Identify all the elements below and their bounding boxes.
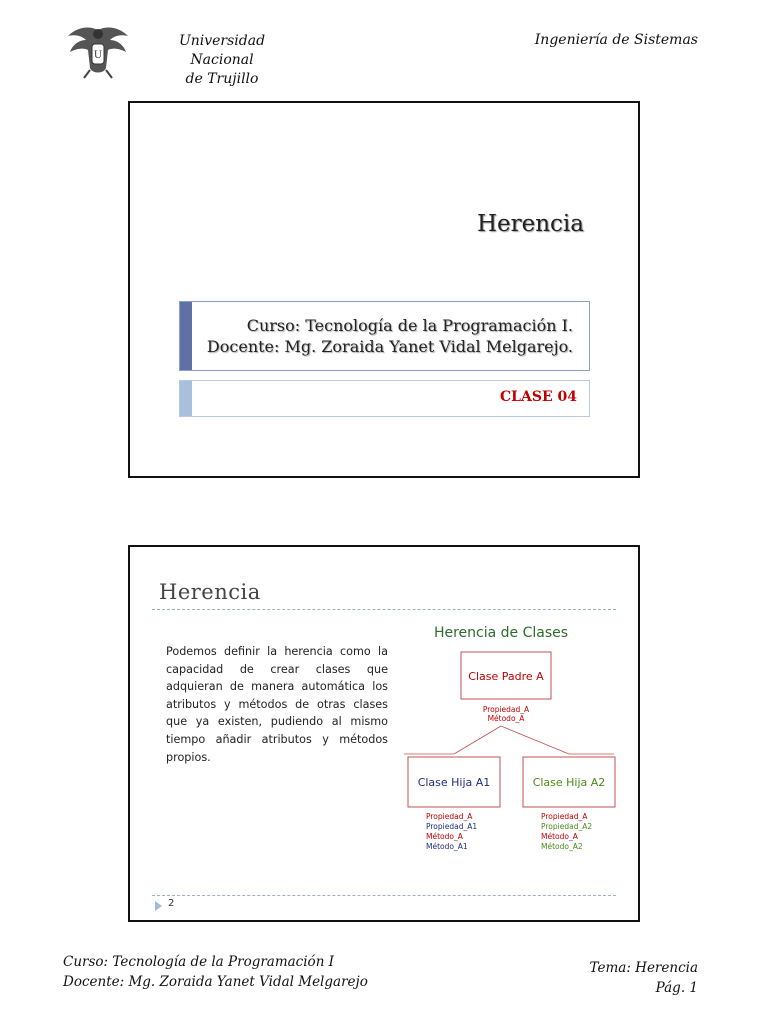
university-line1: Universidad Nacional <box>178 33 266 68</box>
child1-member-1: Propiedad_A1 <box>426 822 478 831</box>
child2-class-name: Clase Hija A2 <box>532 776 606 789</box>
child2-member-2: Método_A <box>541 832 578 841</box>
slide-1 <box>128 101 640 478</box>
footer-page: Pág. 1 <box>655 980 698 996</box>
child2-member-3: Método_A2 <box>541 842 583 851</box>
course-line: Curso: Tecnología de la Programación I. <box>246 316 573 335</box>
child1-member-3: Método_A1 <box>426 842 468 851</box>
diagram-title: Herencia de Clases <box>433 625 569 641</box>
university-crest-logo <box>64 22 132 80</box>
svg-text:U: U <box>93 50 103 61</box>
inheritance-diagram <box>394 617 624 881</box>
university-name <box>147 32 297 89</box>
child1-member-2: Método_A <box>426 832 463 841</box>
class-accent-bar <box>180 381 192 416</box>
university-line2: de Trujillo <box>185 71 259 87</box>
connector-right <box>501 726 569 754</box>
class-label-box <box>179 380 590 417</box>
footer-topic: Tema: Herencia <box>589 960 698 976</box>
class-label: CLASE 04 <box>500 389 577 405</box>
parent-member-0: Propiedad_A <box>482 705 530 714</box>
footer-course: Curso: Tecnología de la Programación I <box>63 954 335 970</box>
footer-teacher: Docente: Mg. Zoraida Yanet Vidal Melgarejo <box>63 974 368 990</box>
teacher-line: Docente: Mg. Zoraida Yanet Vidal Melgarejo. <box>206 337 573 356</box>
parent-class-name: Clase Padre A <box>468 670 544 683</box>
slide-2 <box>128 545 640 922</box>
child2-member-0: Propiedad_A <box>541 812 588 821</box>
info-accent-bar <box>180 302 192 370</box>
slide-marker-icon <box>155 901 162 911</box>
connector-left <box>454 726 501 754</box>
slide-page-number: 2 <box>168 898 175 909</box>
footer-topic-info <box>590 958 698 998</box>
child1-member-0: Propiedad_A <box>426 812 473 821</box>
parent-member-1: Método_A <box>487 714 525 723</box>
course-info-box <box>179 301 590 371</box>
footer-divider <box>152 895 616 896</box>
department-name: Ingeniería de Sistemas <box>534 32 698 48</box>
slide1-title: Herencia <box>476 211 584 237</box>
slide2-title: Herencia <box>159 580 261 604</box>
title-divider <box>152 609 616 610</box>
child1-class-name: Clase Hija A1 <box>417 776 491 789</box>
inheritance-definition: Podemos definir la herencia como la capacidad de crear clases que adquieran de manera automática los atributos y métodos de otras clases que ya existen, pudiendo al mismo tiempo añadir atributos y métodos propios. <box>166 645 388 764</box>
child2-member-1: Propiedad_A2 <box>541 822 593 831</box>
footer-course-info <box>63 952 368 992</box>
